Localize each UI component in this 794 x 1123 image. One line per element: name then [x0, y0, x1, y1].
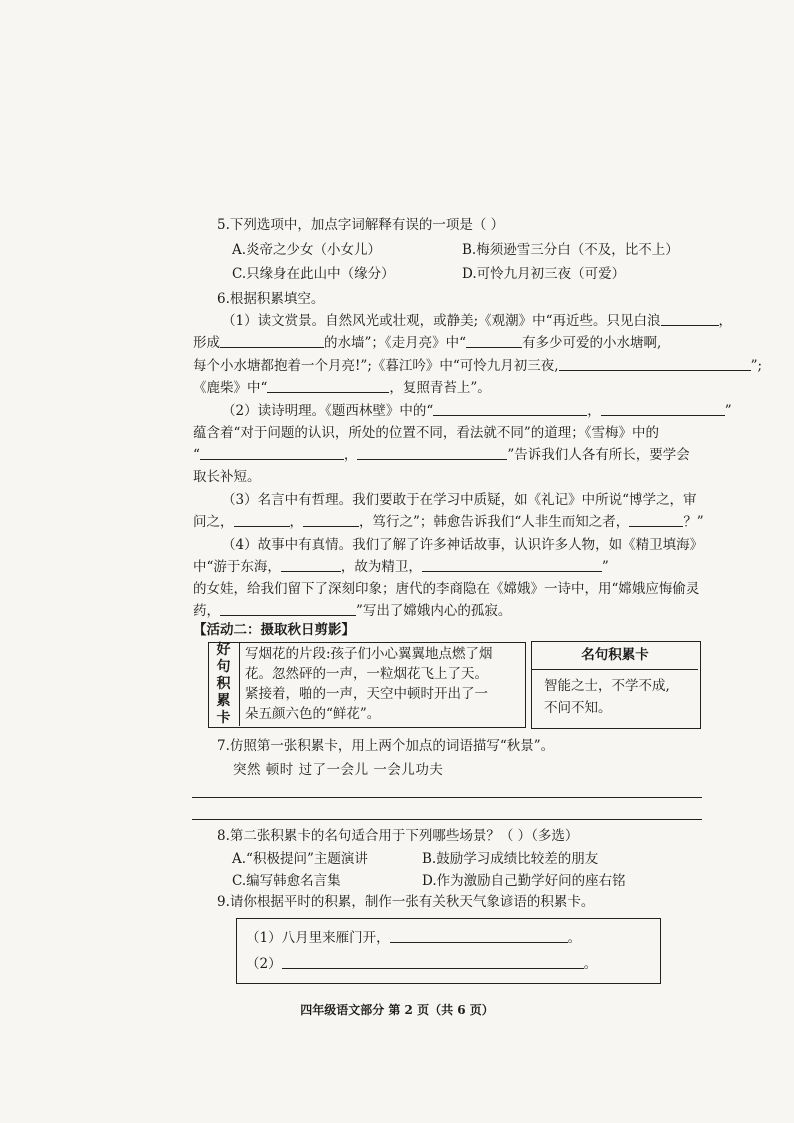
card2-text-line: 不问不知。 — [544, 700, 612, 716]
q6-p3-line2: 问之， ， ，笃行之”；韩愈告诉我们“人非生而知之者， ？” — [193, 514, 704, 530]
q8-question: 8.第二张积累卡的名句适合用于下列哪些场景？（ ）（多选） — [217, 828, 579, 844]
blank-field[interactable] — [220, 333, 324, 348]
q6-p1-line3: 每个小水塘都抱着一个月亮!”;《暮江吟》中“可怜九月初三夜, ”; — [193, 358, 763, 374]
q6-p1-line2: 形成 的水墙”；《走月亮》中“ 有多少可爱的小水塘啊, — [193, 335, 662, 351]
q8-option-c: C.编写韩愈名言集 — [232, 873, 341, 889]
blank-field[interactable] — [601, 401, 725, 416]
q6-p2-line1: （2）读诗明理。《题西林壁》中的“ ， ” — [222, 403, 732, 419]
blank-field[interactable] — [629, 512, 683, 527]
blank-field[interactable] — [282, 954, 584, 969]
q8-option-b: B.鼓励学习成绩比较差的朋友 — [422, 851, 599, 867]
blank-field[interactable] — [357, 445, 507, 460]
q5-option-c: C.只缘身在此山中（缘分） — [232, 266, 395, 282]
card1-side-label: 好 句 积 累 卡 — [208, 642, 240, 726]
q6-p2-line2: 蕴含着“对于问题的认识，所处的位置不同，看法就不同”的道理；《雪梅》中的 — [193, 425, 660, 441]
card2-title: 名句积累卡 — [532, 642, 698, 670]
blank-field[interactable] — [234, 512, 290, 527]
q6-title: 6.根据积累填空。 — [217, 291, 325, 307]
blank-field[interactable] — [200, 445, 344, 460]
q9-item1: （1）八月里来雁门开， 。 — [246, 930, 582, 946]
card1-text-line: 朵五颜六色的“鲜花”。 — [245, 706, 381, 722]
activity2-heading: 【活动二：摄取秋日剪影】 — [193, 622, 355, 638]
q6-p2-line4: 取长补短。 — [193, 469, 261, 485]
q5-option-b: B.梅须逊雪三分白（不及，比不上） — [462, 242, 679, 258]
card1-text-line: 写烟花的片段:孩子们小心翼翼地点燃了烟 — [245, 646, 493, 662]
answer-line[interactable] — [192, 797, 702, 798]
blank-field[interactable] — [433, 401, 587, 416]
q5-option-d: D.可怜九月初三夜（可爱） — [462, 266, 626, 282]
blank-field[interactable] — [390, 928, 568, 943]
q6-p4-line3: 的女娃，给我们留下了深刻印象；唐代的李商隐在《嫦娥》一诗中，用“嫦娥应悔偷灵 — [193, 581, 700, 597]
page-footer: 四年级语文部分 第 2 页（共 6 页） — [300, 1003, 494, 1017]
q8-option-a: A.“积极提问”主题演讲 — [232, 851, 368, 867]
blank-field[interactable] — [559, 356, 751, 371]
card1-text-line: 紧接着，啪的一声，天空中顿时开出了一 — [245, 686, 488, 702]
blank-field[interactable] — [303, 512, 359, 527]
q6-p4-line2: 中“游于东海， ，故为精卫， ” — [193, 559, 609, 575]
blank-field[interactable] — [220, 601, 356, 616]
q5-question: 5.下列选项中，加点字词解释有误的一项是（ ） — [217, 217, 505, 233]
q6-p4-line1: （4）故事中有真情。我们了解了许多神话故事，认识许多人物，如《精卫填海》 — [222, 537, 704, 553]
q7-words: 突然 顿时 过了一会儿 一会儿功夫 — [233, 762, 444, 778]
card1-text-line: 花。忽然砰的一声，一粒烟花飞上了天。 — [245, 666, 488, 682]
blank-field[interactable] — [281, 557, 341, 572]
q6-p1-line1: （1）读文赏景。自然风光或壮观，或静美;《观潮》中“再近些。只见白浪 ， — [222, 313, 733, 329]
q9-question: 9.请你根据平时的积累，制作一张有关秋天气象谚语的积累卡。 — [217, 894, 595, 910]
q7-question: 7.仿照第一张积累卡，用上两个加点的词语描写“秋景”。 — [217, 738, 555, 754]
q6-p1-line4: 《鹿柴》中“ ，复照青苔上”。 — [193, 380, 491, 396]
blank-field[interactable] — [466, 333, 522, 348]
blank-field[interactable] — [661, 311, 719, 326]
answer-line[interactable] — [192, 819, 702, 820]
q6-p4-line4: 药， ”写出了嫦娥内心的孤寂。 — [193, 603, 512, 619]
q9-item2: （2） 。 — [246, 956, 598, 972]
blank-field[interactable] — [422, 557, 602, 572]
q6-p3-line1: （3）名言中有哲理。我们要敢于在学习中质疑，如《礼记》中所说“博学之，审 — [222, 492, 697, 508]
q8-option-d: D.作为激励自己勤学好问的座右铭 — [422, 873, 626, 889]
q5-option-a: A.炎帝之少女（小女儿） — [232, 242, 382, 258]
q6-p2-line3: “ ， ”告诉我们人各有所长，要学会 — [193, 447, 690, 463]
card2-text-line: 智能之士，不学不成, — [544, 678, 670, 694]
blank-field[interactable] — [267, 378, 389, 393]
